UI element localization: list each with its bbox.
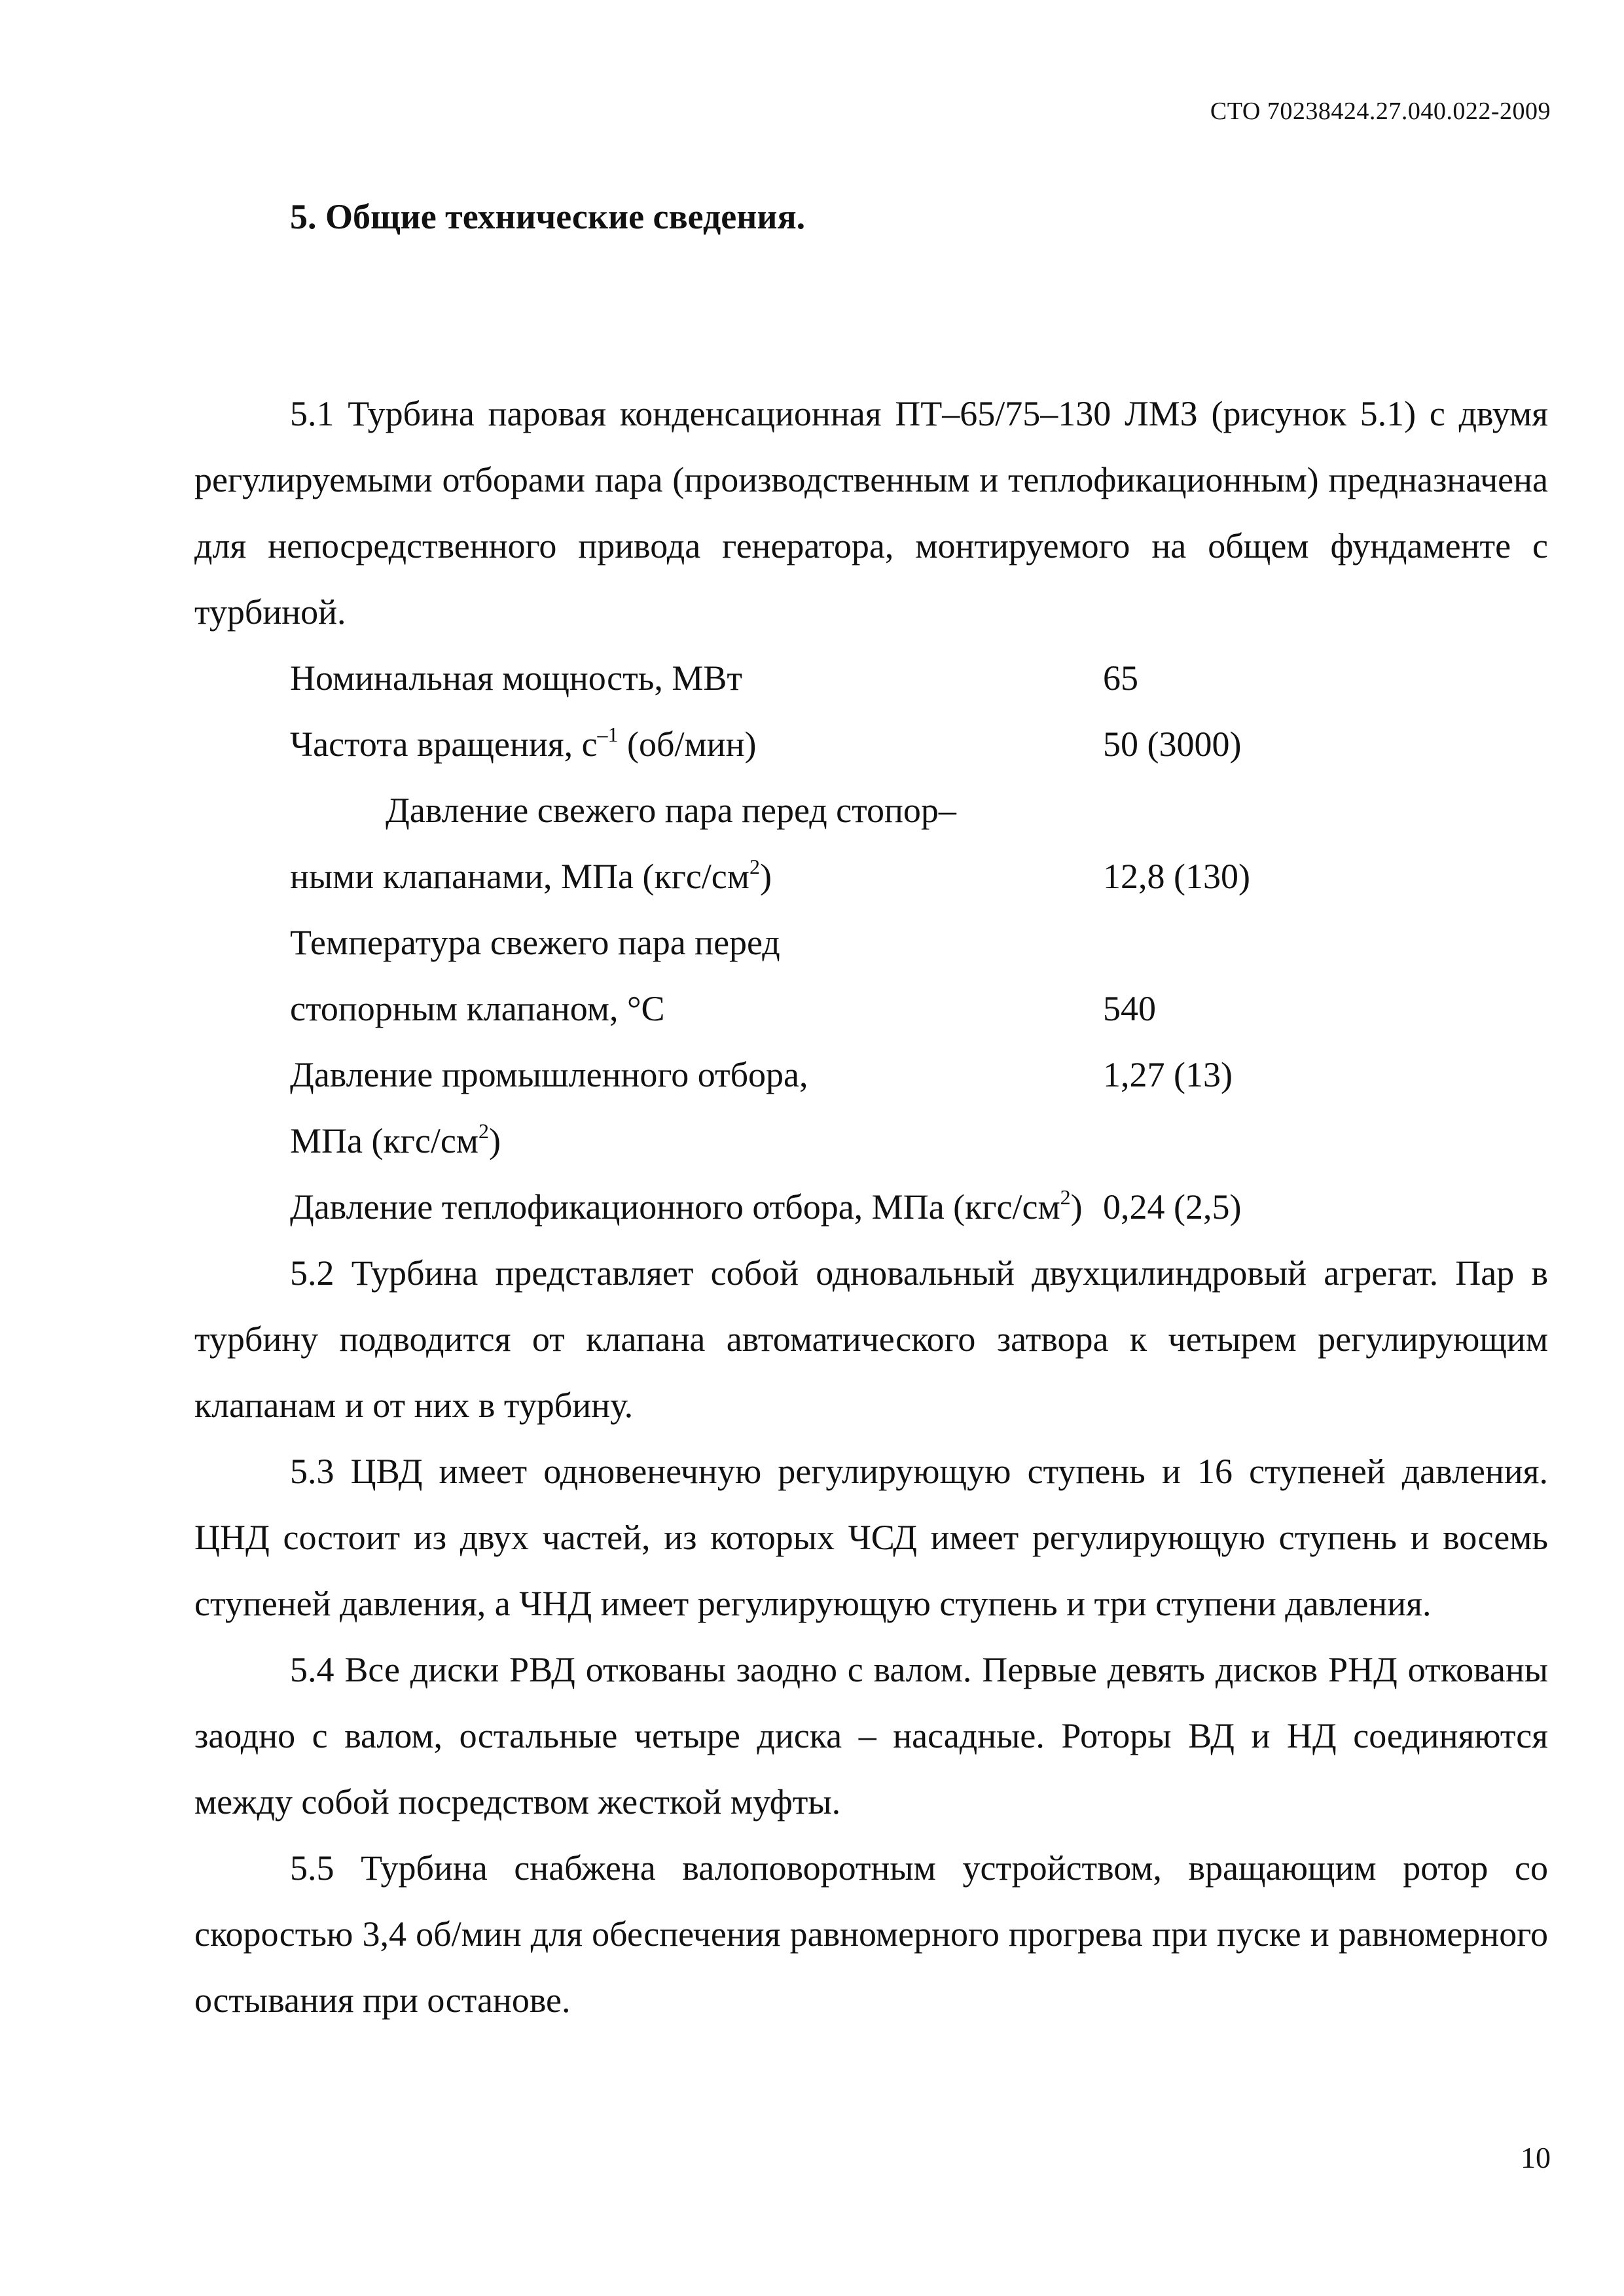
spec-label-speed-unit: (об/мин) [618, 725, 757, 764]
spec-row-pressure [194, 844, 1548, 910]
spec-row-speed [194, 711, 1548, 778]
spec-row-pressure-line1 [194, 778, 1548, 844]
spec-row-prod [194, 1042, 1548, 1108]
spec-label-prod-line2 [194, 1108, 1103, 1174]
spec-label-prod-close: ) [488, 1121, 501, 1160]
spec-label-speed-main: Частота вращения, с [290, 725, 598, 764]
document-code: СТО 70238424.27.040.022-2009 [1210, 98, 1551, 125]
paragraph-5-4: 5.4 Все диски РВД откованы заодно с валом. Первые девять дисков РНД откованы заодно с валом, остальные четыре диска – насадные. Роторы ВД и НД соединяются между собой посредством жесткой муфты. [194, 1650, 1548, 1821]
spec-row-prod-line2 [194, 1108, 1548, 1174]
spec-label-pressure-line2 [194, 844, 1103, 910]
paragraph-5-2: 5.2 Турбина представляет собой одновальный двухцилиндровый агрегат. Пар в турбину подводится от клапана автоматического затвора к четырем регулирующим клапанам и от них в турбину. [194, 1253, 1548, 1425]
spec-row-power [194, 645, 1548, 711]
spec-value-prod: 1,27 (13) [1103, 1055, 1233, 1094]
spec-label-prod-sup: 2 [478, 1119, 489, 1143]
section-title: 5. Общие технические сведения. [290, 197, 806, 236]
spec-label-heat [194, 1174, 1103, 1240]
spec-label-prod-main: МПа (кгс/см [290, 1121, 478, 1160]
spec-value-heat: 0,24 (2,5) [1103, 1187, 1242, 1227]
spec-value-temp: 540 [1103, 989, 1156, 1028]
spec-label-temp-line1: Температура свежего пара перед [290, 923, 780, 962]
spec-label-pressure-close: ) [759, 857, 772, 896]
spec-value-pressure: 12,8 (130) [1103, 857, 1250, 896]
spec-row-heat [194, 1174, 1548, 1240]
spec-label-pressure-line1 [194, 778, 1103, 844]
spec-label-pressure-main: ными клапанами, МПа (кгс/см [290, 857, 749, 896]
spec-label-pressure-text1: Давление свежего пара перед стопор– [386, 791, 956, 830]
spec-list [194, 645, 1548, 1240]
document-body [194, 381, 1548, 2034]
spec-row-temp-line1 [194, 910, 1548, 976]
spec-row-temp [194, 976, 1548, 1042]
spec-label-pressure-sup: 2 [749, 855, 760, 878]
spec-value-speed: 50 (3000) [1103, 725, 1242, 764]
spec-label-temp-line2: стопорным клапаном, °С [290, 989, 665, 1028]
page-number: 10 [1521, 2141, 1551, 2174]
spec-value-power: 65 [1103, 658, 1138, 698]
spec-label-prod-line1: Давление промышленного отбора, [290, 1055, 808, 1094]
spec-label-heat-main: Давление теплофикационного отбора, МПа (кгс/см [290, 1187, 1060, 1227]
spec-label-heat-close: ) [1070, 1187, 1083, 1227]
paragraph-5-3: 5.3 ЦВД имеет одновенечную регулирующую ступень и 16 ступеней давления. ЦНД состоит из двух частей, из которых ЧСД имеет регулирующую ступень и восемь ступеней давления, а ЧНД имеет регулирующую ступень и три ступени давления. [194, 1452, 1548, 1623]
spec-label-power: Номинальная мощность, МВт [290, 658, 742, 698]
paragraph-5-5: 5.5 Турбина снабжена валоповоротным устройством, вращающим ротор со скоростью 3,4 об/мин для обеспечения равномерного прогрева при пуске и равномерного остывания при останове. [194, 1848, 1548, 2020]
spec-label-heat-sup: 2 [1060, 1185, 1071, 1209]
spec-label-speed [194, 711, 1103, 778]
paragraph-5-1: 5.1 Турбина паровая конденсационная ПТ–65/75–130 ЛМЗ (рисунок 5.1) с двумя регулируемыми отборами пара (производственным и теплофикационным) предназначена для непосредственного привода генератора, монтируемого на общем фундаменте с турбиной. [194, 394, 1548, 632]
spec-label-speed-sup: –1 [597, 723, 619, 746]
